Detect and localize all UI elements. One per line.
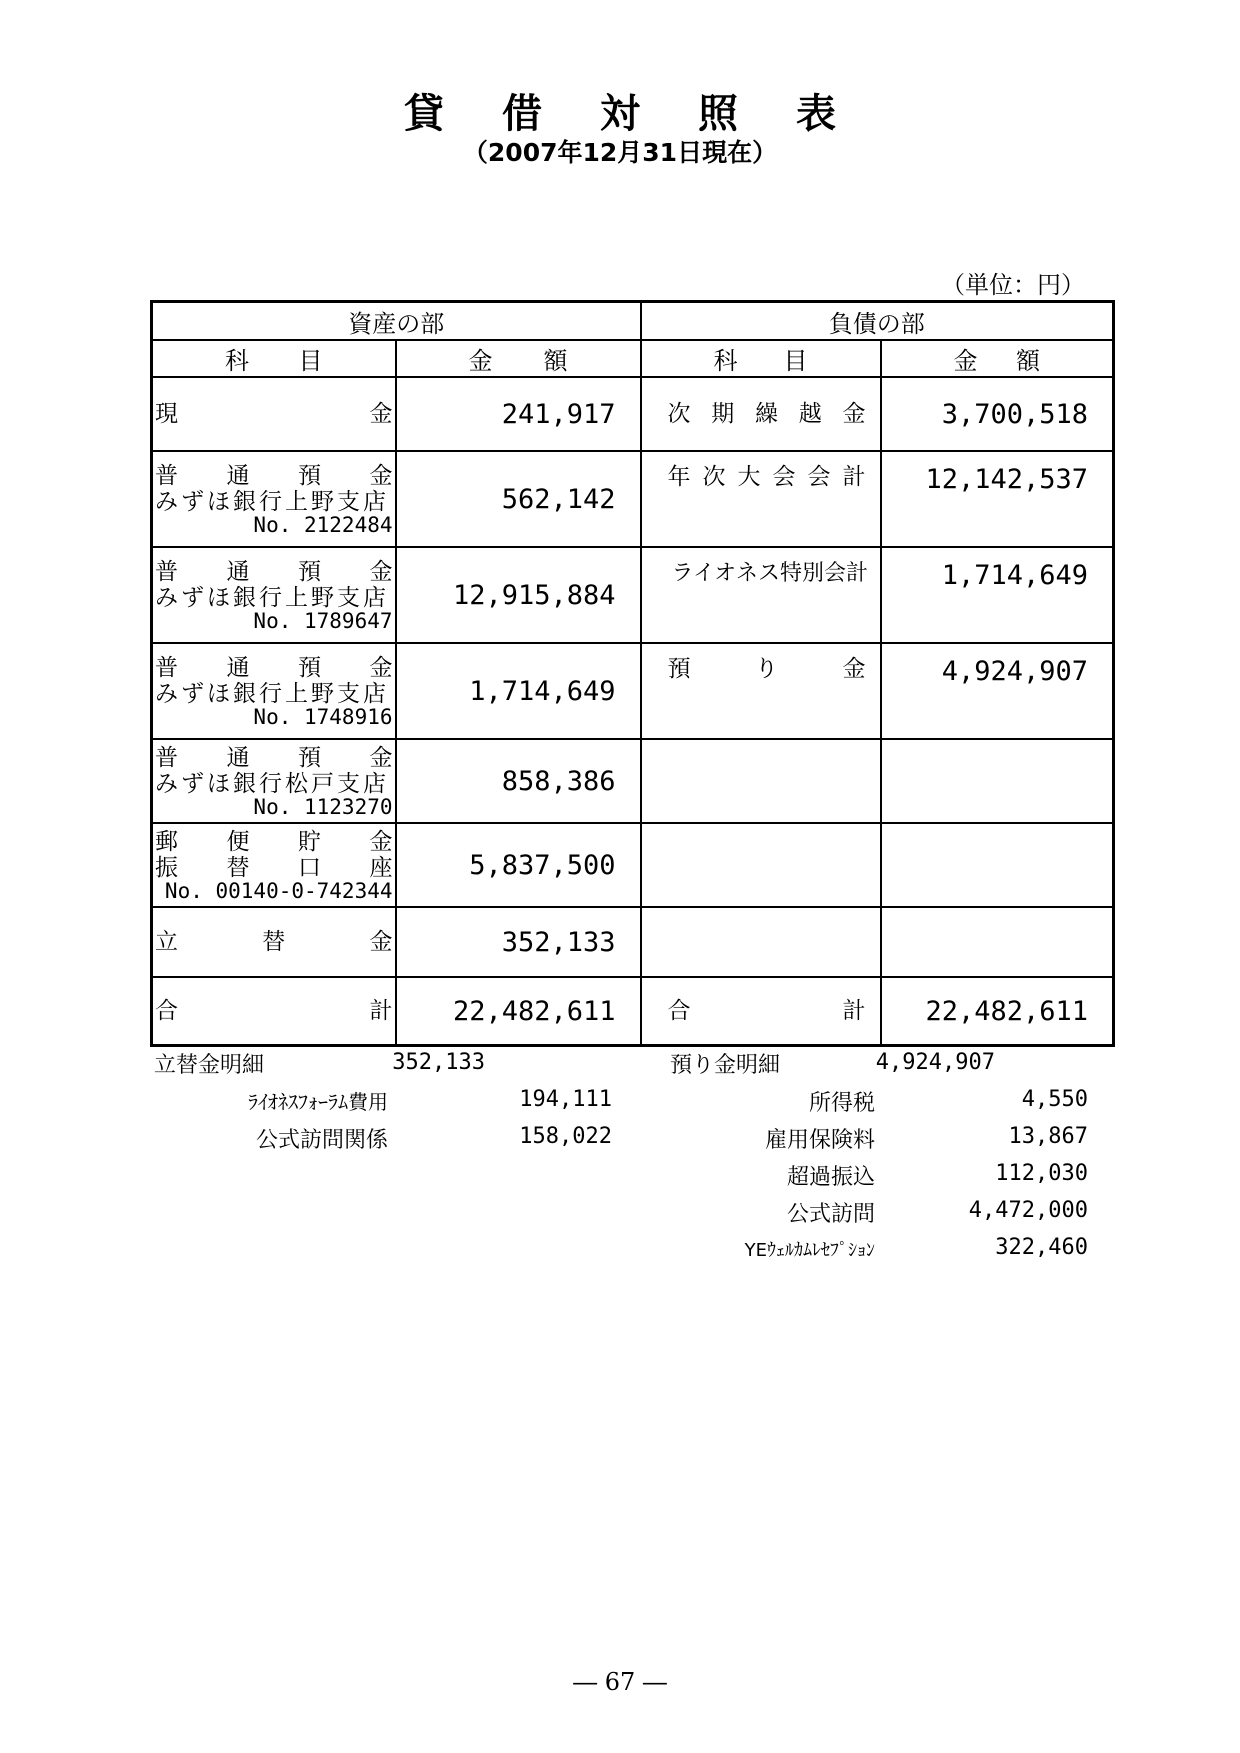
empty-cell (641, 823, 881, 907)
liability-amount: 4,924,907 (881, 643, 1114, 739)
empty-cell (881, 907, 1114, 977)
assets-section-header: 資産の部 (152, 302, 641, 341)
table-row (152, 739, 1114, 823)
asset-item-savings: 普 通 預 金 みずほ銀行上野支店 No. 2122484 (152, 451, 396, 547)
deposit-item-amount: 13,867 (1008, 1124, 1088, 1149)
deposit-details-title: 預り金明細 (670, 1053, 781, 1078)
column-header-row (152, 340, 1114, 377)
asset-item-cash: 現 金 (152, 377, 396, 451)
liability-item-special: ライオネス特別会計 (641, 547, 881, 643)
table-row (152, 643, 1114, 739)
assets-total-label: 合 計 (152, 977, 396, 1046)
deposit-details-total: 4,924,907 (875, 1050, 995, 1075)
advance-item-label: 公式訪問関係 (255, 1128, 388, 1153)
asset-item-savings: 普 通 預 金 みずほ銀行松戸支店 No. 1123270 (152, 739, 396, 823)
deposit-item-label: 公式訪問 (786, 1202, 875, 1227)
liabilities-item-header: 科 目 (641, 340, 881, 377)
table-row (152, 377, 1114, 451)
empty-cell (881, 823, 1114, 907)
deposit-item-amount: 112,030 (995, 1161, 1088, 1186)
deposit-item-amount: 4,472,000 (968, 1198, 1088, 1223)
empty-cell (881, 739, 1114, 823)
advance-item-amount: 194,111 (519, 1087, 612, 1112)
advance-item-amount: 158,022 (519, 1124, 612, 1149)
section-header-row (152, 302, 1114, 341)
asset-item-advances: 立 替 金 (152, 907, 396, 977)
deposit-item-label: 雇用保険料 (764, 1128, 875, 1153)
liability-amount: 3,700,518 (881, 377, 1114, 451)
deposit-item-label: 超過振込 (786, 1165, 875, 1190)
asset-item-postal: 郵 便 貯 金 振 替 口 座 No. 00140-0-742344 (152, 823, 396, 907)
asset-item-savings: 普 通 預 金 みずほ銀行上野支店 No. 1789647 (152, 547, 396, 643)
deposit-item-label: YEｳｪﾙｶﾑﾚｾﾌﾟｼｮﾝ (744, 1240, 875, 1261)
deposit-item-label: 所得税 (808, 1091, 875, 1116)
assets-total-amount: 22,482,611 (396, 977, 641, 1046)
asset-amount: 858,386 (396, 739, 641, 823)
page-number: ― 67 ― (573, 1668, 667, 1696)
unit-note: （単位：円） (941, 271, 1085, 299)
liability-amount: 12,142,537 (881, 451, 1114, 547)
balance-sheet-table (150, 300, 1115, 1047)
liabilities-total-amount: 22,482,611 (881, 977, 1114, 1046)
deposit-item-amount: 4,550 (1021, 1087, 1088, 1112)
asset-amount: 241,917 (396, 377, 641, 451)
liabilities-amount-header: 金 額 (881, 340, 1114, 377)
liabilities-total-label: 合 計 (641, 977, 881, 1046)
asset-amount: 562,142 (396, 451, 641, 547)
as-of-date: （2007年12月31日現在） (462, 138, 778, 167)
asset-amount: 5,837,500 (396, 823, 641, 907)
empty-cell (641, 739, 881, 823)
empty-cell (641, 907, 881, 977)
deposit-item-amount: 322,460 (995, 1235, 1088, 1260)
table-row (152, 547, 1114, 643)
asset-amount: 352,133 (396, 907, 641, 977)
liability-item-deposits: 預 り 金 (641, 643, 881, 739)
advance-details-total: 352,133 (392, 1050, 485, 1075)
liabilities-section-header: 負債の部 (641, 302, 1114, 341)
asset-amount: 12,915,884 (396, 547, 641, 643)
asset-amount: 1,714,649 (396, 643, 641, 739)
advance-details-title: 立替金明細 (154, 1053, 265, 1078)
liability-item-convention: 年 次 大 会 会 計 (641, 451, 881, 547)
assets-item-header: 科 目 (152, 340, 396, 377)
table-row (152, 451, 1114, 547)
table-row (152, 907, 1114, 977)
liability-amount: 1,714,649 (881, 547, 1114, 643)
assets-amount-header: 金 額 (396, 340, 641, 377)
total-row (152, 977, 1114, 1046)
table-row (152, 823, 1114, 907)
advance-item-label: ﾗｲｵﾈｽﾌｫｰﾗﾑ費用 (248, 1090, 388, 1114)
page-title: 貸借対照表 (404, 91, 894, 137)
asset-item-savings: 普 通 預 金 みずほ銀行上野支店 No. 1748916 (152, 643, 396, 739)
liability-item-carryforward: 次 期 繰 越 金 (641, 377, 881, 451)
